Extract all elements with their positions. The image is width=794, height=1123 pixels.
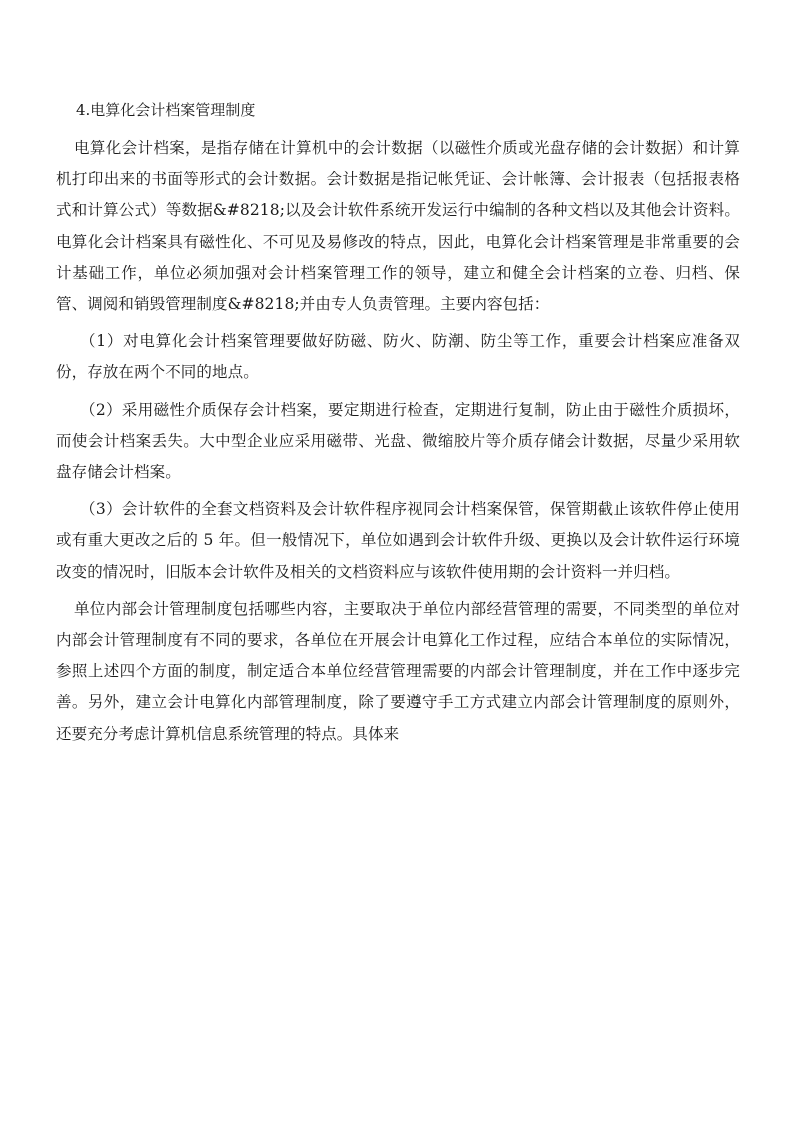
- document-page: [56, 100, 740, 756]
- list-item-3: （3）会计软件的全套文档资料及会计软件程序视同会计档案保管，保管期截止该软件停止使用或有重大更改之后的 5 年。但一般情况下，单位如遇到会计软件升级、更换以及会计软件运行环境改变的情况时，旧版本会计软件及相关的文档资料应与该软件使用期的会计资料一并归档。: [56, 500, 740, 581]
- list-item-2: （2）采用磁性介质保存会计档案，要定期进行检查，定期进行复制，防止由于磁性介质损坏，而使会计档案丢失。大中型企业应采用磁带、光盘、微缩胶片等介质存储会计数据，尽量少采用软盘存储会计档案。: [56, 400, 740, 482]
- section-heading: 4.电算化会计档案管理制度: [76, 101, 256, 119]
- closing-paragraph: 单位内部会计管理制度包括哪些内容，主要取决于单位内部经营管理的需要，不同类型的单位对内部会计管理制度有不同的要求，各单位在开展会计电算化工作过程，应结合本单位的实际情况，参照上述四个方面的制度，制定适合本单位经营管理需要的内部会计管理制度，并在工作中逐步完善。另外，建立会计电算化内部管理制度，除了要遵守手工方式建立内部会计管理制度的原则外，还要充分考虑计算机信息系统管理的特点。具体来: [56, 599, 740, 743]
- intro-paragraph: 电算化会计档案，是指存储在计算机中的会计数据（以磁性介质或光盘存储的会计数据）和计算机打印出来的书面等形式的会计数据。会计数据是指记帐凭证、会计帐簿、会计报表（包括报表格式和计算公式）等数据&#8218;以及会计软件系统开发运行中编制的各种文档以及其他会计资料。电算化会计档案具有磁性化、不可见及易修改的特点，因此，电算化会计档案管理是非常重要的会计基础工作，单位必须加强对会计档案管理工作的领导，建立和健全会计档案的立卷、归档、保管、调阅和销毁管理制度&#8218;并由专人负责管理。主要内容包括：: [56, 139, 740, 314]
- list-item-1: （1）对电算化会计档案管理要做好防磁、防火、防潮、防尘等工作，重要会计档案应准备双份，存放在两个不同的地点。: [56, 332, 740, 382]
